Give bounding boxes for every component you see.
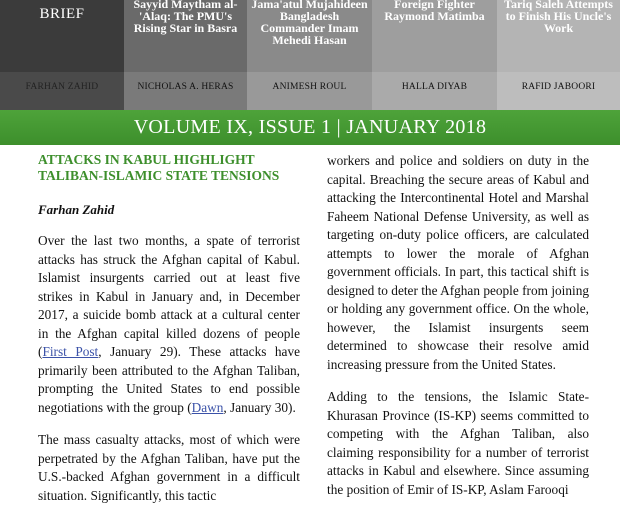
paragraph-1-text-b: , January 29). These attacks have primarily been attributed to the Afghan Taliban, prompting the United States to end possible negotiations with the group ( (38, 344, 301, 415)
tile-title: BRIEF (39, 6, 85, 22)
first-post-link[interactable]: First Post (42, 344, 99, 359)
article-column-left (38, 152, 300, 519)
paragraph-3: workers and police and soldiers on duty in the capital. Breaching the secure areas of Kabul and attacking the Intercontinental Hotel and Marshal Faheem National Defense University, as well as targeting on-duty police officers, are calculated attempts to lower the morale of Afghan government officials. In part, this tactical shift is designed to deter the Afghan people from joining or holding any government office. On the whole, however, the Islamist insurgents seem determined to showcase their resolve amid increasing pressure from the United States. (327, 153, 589, 372)
tile-author: ANIMESH ROUL (272, 82, 347, 92)
contents-tile-heras[interactable] (124, 0, 247, 110)
tile-author: FARHAN ZAHID (25, 82, 99, 92)
tile-author: HALLA DIYAB (401, 82, 468, 92)
article-column-right (327, 152, 589, 513)
paragraph-1 (38, 232, 300, 417)
tile-title: Jama'atul Mujahideen Bangladesh Commander Imam Mehedi Hasan (251, 0, 368, 47)
dawn-link[interactable]: Dawn (191, 399, 224, 415)
contents-tile-diyab[interactable] (372, 0, 497, 110)
paragraph-2: The mass casualty attacks, most of which were perpetrated by the Afghan Taliban, have put the U.S.-backed Afghan government in a difficult situation. Significantly, this tactic (38, 432, 300, 503)
article-byline: Farhan Zahid (38, 202, 115, 217)
volume-issue-banner: VOLUME IX, ISSUE 1 | JANUARY 2018 (0, 110, 620, 145)
article-headline: ATTACKS IN KABUL HIGHLIGHT TALIBAN-ISLAMIC STATE TENSIONS (38, 152, 280, 183)
tile-author: RAFID JABOORI (521, 82, 596, 92)
paragraph-4: Adding to the tensions, the Islamic State-Khurasan Province (IS-KP) seems committed to competing with the Afghan Taliban, also claiming responsibility for a number of terrorist attacks in Kabul and elsewhere. Since assuming the position of Emir of IS-KP, Aslam Farooqi (327, 389, 589, 497)
paragraph-1-text-c: , January 30). (223, 399, 296, 415)
tile-author: NICHOLAS A. HERAS (137, 82, 234, 92)
tile-title: Sayyid Maytham al-'Alaq: The PMU's Rising Star in Basra (133, 0, 238, 35)
contents-tile-roul[interactable] (247, 0, 372, 110)
contents-tile-brief[interactable] (0, 0, 124, 110)
tile-title: Tariq Saleh Attempts to Finish His Uncle's Work (504, 0, 613, 35)
tile-title: Foreign Fighter Raymond Matimba (384, 0, 485, 23)
issue-contents-strip (0, 0, 620, 110)
contents-tile-jaboori[interactable] (497, 0, 620, 110)
paragraph-1-text-a: Over the last two months, a spate of terrorist attacks has struck the Afghan capital of Kabul. Islamist insurgents carried out at least five strikes in Kabul in January and, in December 2017, a suicide bomb attack at a cultural center in the Afghan capital killed dozens of people ( (38, 233, 300, 359)
